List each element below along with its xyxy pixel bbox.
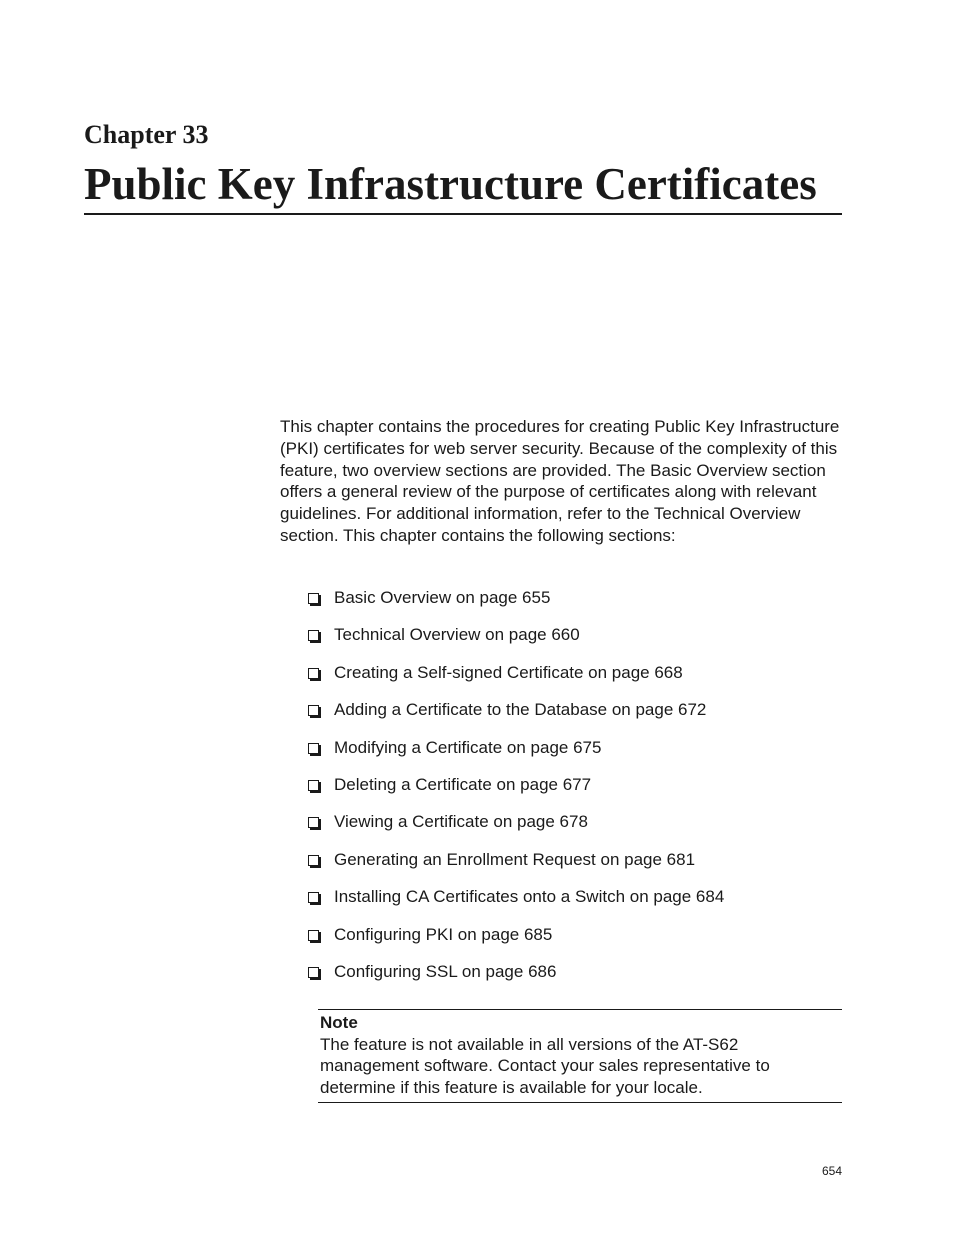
checkbox-icon	[308, 593, 319, 604]
list-item	[308, 961, 724, 998]
section-link-technical-overview[interactable]: Technical Overview on page 660	[334, 625, 580, 645]
note-box	[318, 1009, 842, 1103]
list-item	[308, 924, 724, 961]
checkbox-icon	[308, 630, 319, 641]
list-item	[308, 849, 724, 886]
section-link-configuring-pki[interactable]: Configuring PKI on page 685	[334, 924, 553, 944]
checkbox-icon	[308, 780, 319, 791]
section-link-enrollment-request[interactable]: Generating an Enrollment Request on page 681	[334, 849, 696, 869]
section-link-viewing-certificate[interactable]: Viewing a Certificate on page 678	[334, 812, 588, 832]
checkbox-icon	[308, 855, 319, 866]
section-link-installing-ca-certificates[interactable]: Installing CA Certificates onto a Switch on page 684	[334, 887, 725, 907]
checkbox-icon	[308, 705, 319, 716]
list-item	[308, 587, 724, 624]
section-link-adding-certificate[interactable]: Adding a Certificate to the Database on page 672	[334, 700, 707, 720]
list-item	[308, 774, 724, 811]
list-item	[308, 811, 724, 848]
checkbox-icon	[308, 817, 319, 828]
section-link-deleting-certificate[interactable]: Deleting a Certificate on page 677	[334, 774, 592, 794]
checkbox-icon	[308, 892, 319, 903]
section-link-modifying-certificate[interactable]: Modifying a Certificate on page 675	[334, 737, 602, 757]
list-item	[308, 662, 724, 699]
intro-paragraph: This chapter contains the procedures for creating Public Key Infrastructure (PKI) certificates for web server security. Because of the complexity of this feature, two overview sections are provided. The Basic Overview section offers a general review of the purpose of certificates along with relevant guidelines. For additional information, refer to the Technical Overview section. This chapter contains the following sections:	[280, 417, 840, 545]
page-number: 654	[822, 1164, 843, 1178]
checkbox-icon	[308, 743, 319, 754]
list-item	[308, 886, 724, 923]
checkbox-icon	[308, 930, 319, 941]
section-link-self-signed-certificate[interactable]: Creating a Self-signed Certificate on page 668	[334, 662, 683, 682]
list-item	[308, 699, 724, 736]
checkbox-icon	[308, 668, 319, 679]
chapter-title: Public Key Infrastructure Certificates	[84, 159, 817, 209]
list-item	[308, 624, 724, 661]
checkbox-icon	[308, 967, 319, 978]
note-heading: Note	[320, 1013, 358, 1032]
list-item	[308, 737, 724, 774]
section-link-configuring-ssl[interactable]: Configuring SSL on page 686	[334, 961, 557, 981]
section-list	[308, 587, 724, 998]
section-link-basic-overview[interactable]: Basic Overview on page 655	[334, 588, 551, 607]
title-divider	[84, 213, 842, 215]
chapter-label: Chapter 33	[84, 120, 209, 149]
note-text: The feature is not available in all versions of the AT-S62 management software. Contact your sales representative to determine if this feature is available for your locale.	[320, 1034, 770, 1097]
